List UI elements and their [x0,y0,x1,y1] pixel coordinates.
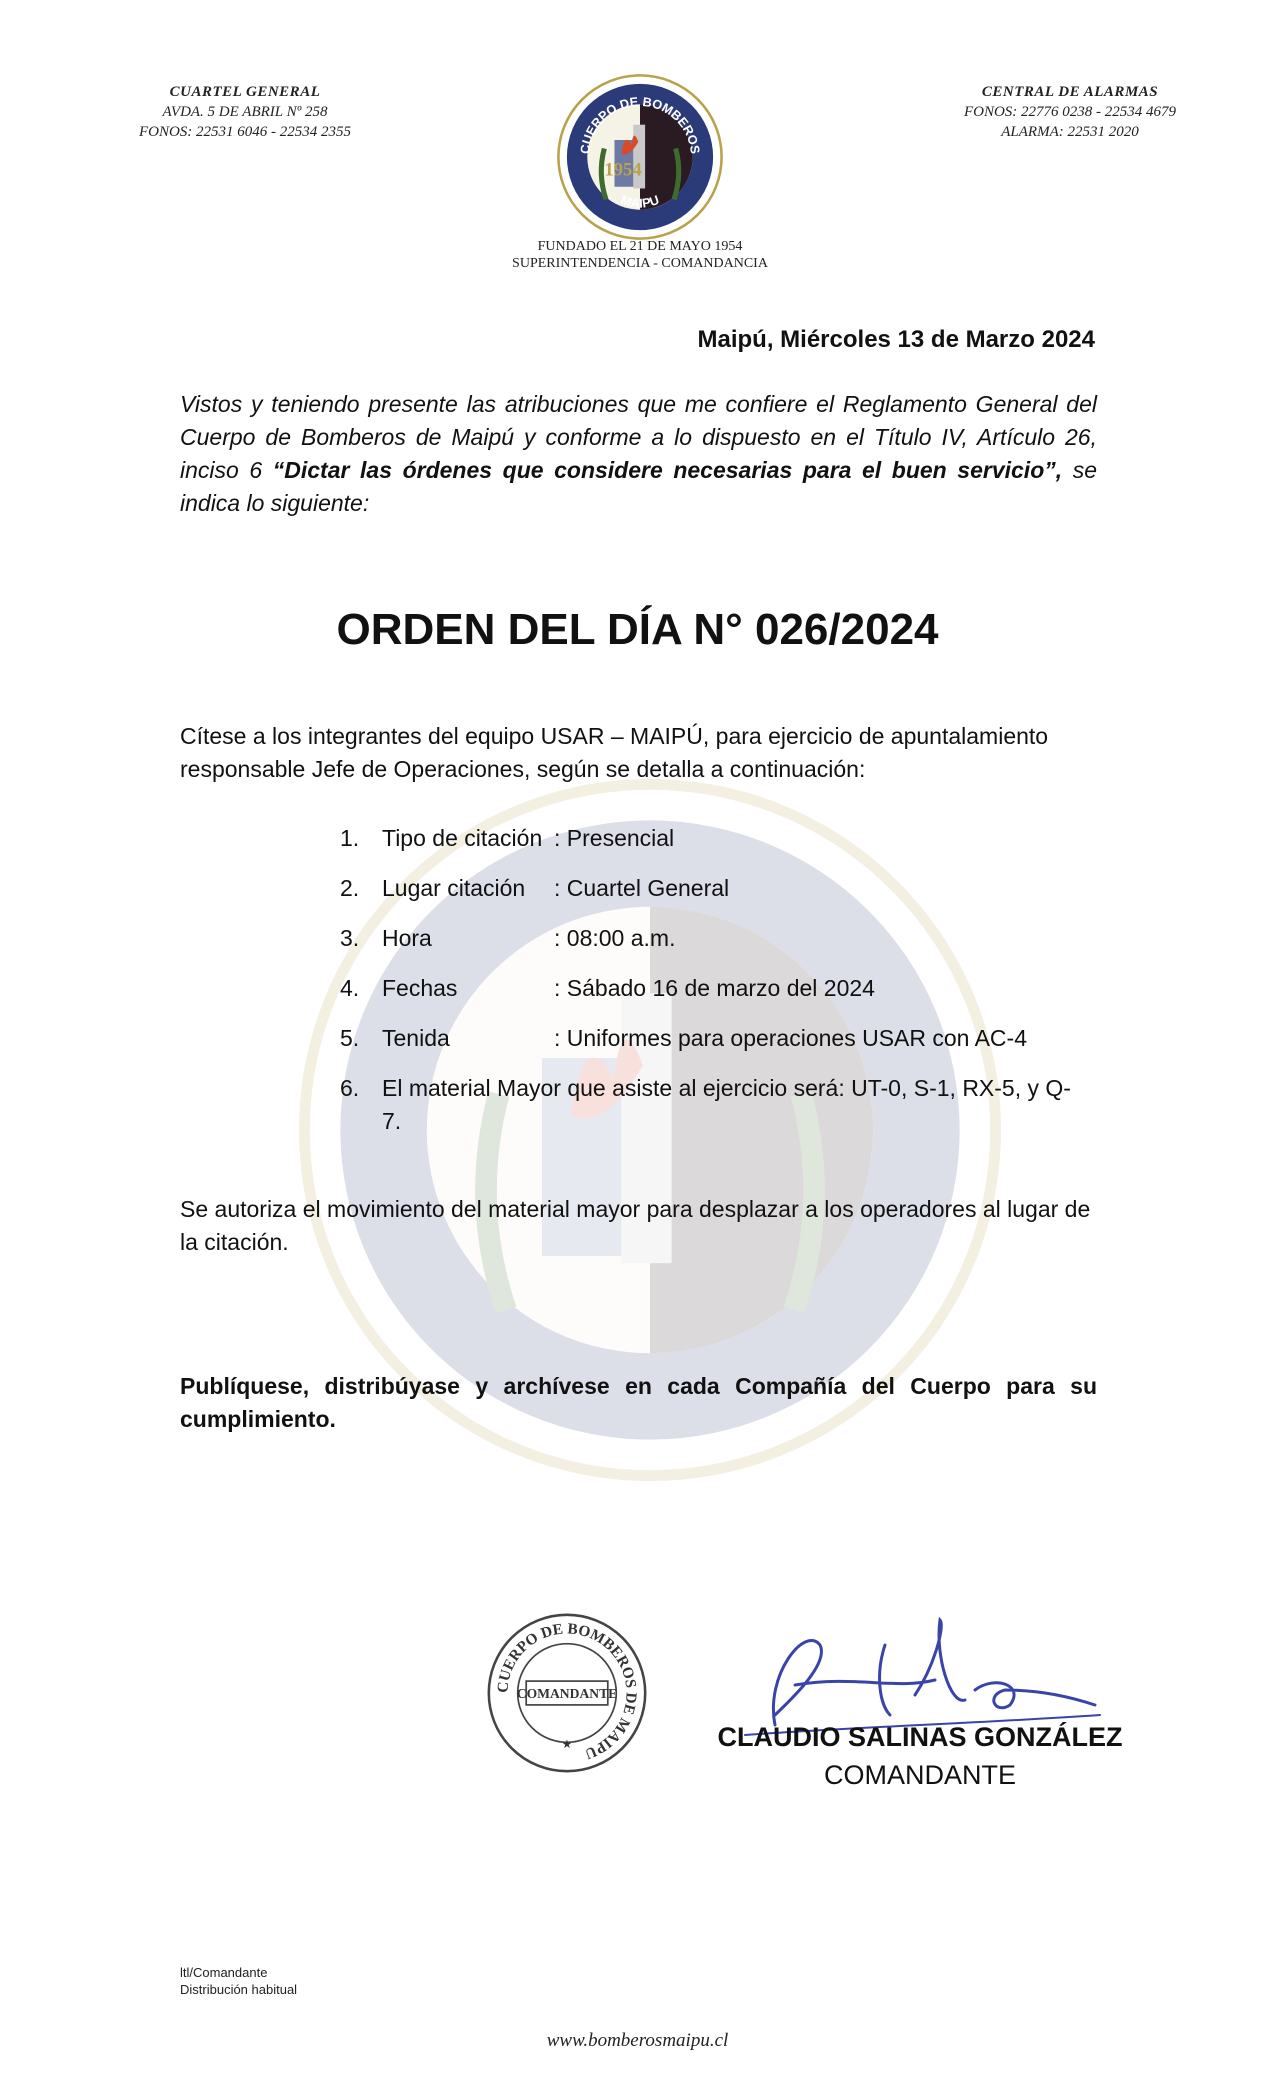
logo-top-text: CUERPO DE BOMBEROS [576,93,703,155]
list-item-text: El material Mayor que asiste al ejercicio será: UT-0, S-1, RX-5, y Q-7. [382,1075,1071,1134]
header-right-title: CENTRAL DE ALARMAS [981,84,1159,100]
list-item-label: Tenida [382,1025,450,1051]
list-item-number: 4. [340,975,360,1001]
list-item-value: : Uniformes para operaciones USAR con AC-4 [554,1025,1027,1051]
intro-paragraph [180,388,1097,520]
signer-name: CLAUDIO SALINAS GONZÁLEZ [717,1722,1123,1752]
list-item-number: 1. [340,825,360,851]
stamp-center-text: COMANDANTE [516,1686,618,1702]
list-item [340,1022,1100,1055]
list-item-value: : Sábado 16 de marzo del 2024 [554,975,875,1001]
list-item-label: Fechas [382,975,458,1001]
intro-text-before: Vistos y teniendo presente las atribuciones que me confiere el Reglamento General del Cuerpo de Bomberos de Maipú y conforme a lo dispuesto en el Título IV, Artículo 26, inciso 6 [180,391,1097,483]
list-item-label: Lugar citación [382,875,526,901]
header-left-phones: FONOS: 22531 6046 - 22534 2355 [138,124,352,140]
list-item-value: : Presencial [554,825,675,851]
footer-initials: ltl/Comandante [180,1965,268,1980]
founded-block [440,238,840,272]
website-link[interactable]: www.bomberosmaipu.cl [546,2030,729,2051]
header-left-title: CUARTEL GENERAL [169,84,321,100]
authorization-paragraph: Se autoriza el movimiento del material mayor para desplazar a los operadores al lugar de la citación. [180,1196,1091,1255]
citation-details-list [340,822,1100,1155]
logo-bottom-text: MAIPU [618,191,662,211]
fire-department-logo [555,72,725,242]
list-item [340,1072,1100,1138]
svg-text:★: ★ [561,1737,573,1752]
list-item-number: 6. [340,1075,360,1101]
footer-notes [180,1964,297,1998]
header-right-phones: FONOS: 22776 0238 - 22534 4679 [963,104,1177,120]
header-left-block [90,82,400,142]
header-left-address: AVDA. 5 DE ABRIL Nº 258 [162,104,328,120]
list-item-value: : Cuartel General [554,875,730,901]
header-right-alarm: ALARMA: 22531 2020 [1001,124,1139,140]
list-item-label: Tipo de citación [382,825,543,851]
footer-distribution: Distribución habitual [180,1982,298,1997]
citation-paragraph: Cítese a los integrantes del equipo USAR – MAIPÚ, para ejercicio de apuntalamiento responsable Jefe de Operaciones, según se detalla a continuación: [180,723,1049,782]
publication-paragraph: Publíquese, distribúyase y archívese en cada Compañía del Cuerpo para su cumplimiento. [180,1373,1097,1432]
stamp-ring-text: CUERPO DE BOMBEROS DE MAIPU [494,1620,640,1763]
document-date: Maipú, Miércoles 13 de Marzo 2024 [697,326,1095,353]
department-name: SUPERINTENDENCIA - COMANDANCIA [512,256,768,271]
list-item-value: : 08:00 a.m. [554,925,676,951]
intro-text-after: se indica lo siguiente: [180,457,1098,516]
commander-stamp [482,1608,652,1778]
list-item [340,872,1100,905]
list-item-label: Hora [382,925,432,951]
logo-year: 1954 [604,159,642,181]
order-title: ORDEN DEL DÍA N° 026/2024 [336,605,939,654]
list-item-number: 5. [340,1025,360,1051]
founded-date: FUNDADO EL 21 DE MAYO 1954 [537,239,743,254]
intro-quote: “Dictar las órdenes que considere necesarias para el buen servicio”, [272,457,1063,483]
signer-title: COMANDANTE [823,1760,1016,1790]
list-item [340,822,1100,855]
list-item [340,922,1100,955]
list-item [340,972,1100,1005]
list-item-number: 3. [340,925,360,951]
header-right-block [915,82,1225,142]
list-item-number: 2. [340,875,360,901]
